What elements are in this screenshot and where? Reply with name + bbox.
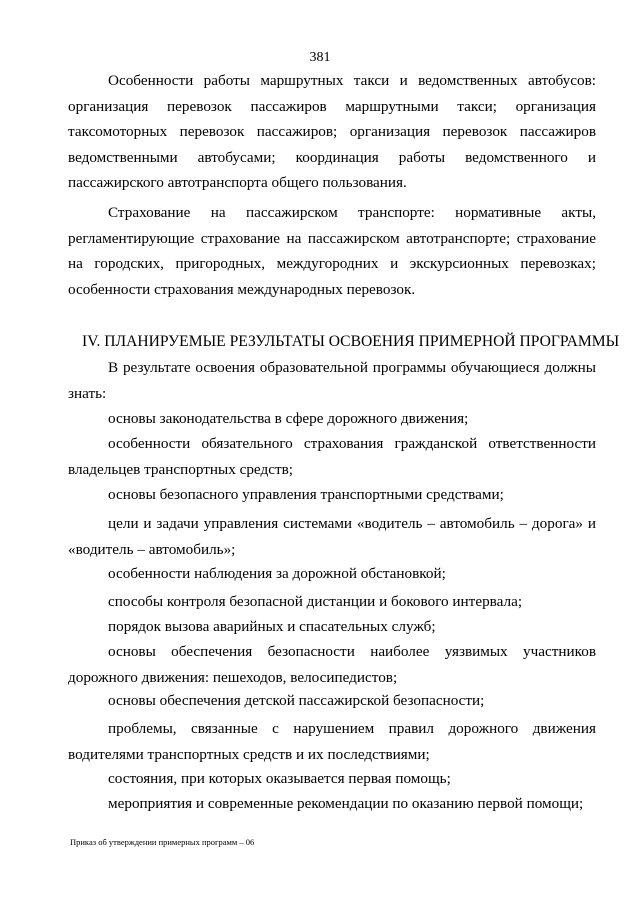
paragraph-intro: В результате освоения образовательной программы обучающиеся должны знать: [68,359,596,402]
list-item: особенности обязательного страхования гражданской ответственности владельцев транспортных средств; [68,435,596,478]
paragraph-minibus-operations: Особенности работы маршрутных такси и ведомственных автобусов: организация перевозок пассажиров маршрутными такси; организация таксомоторных перевозок пассажиров; организация перевозок пассажиров ведомственными автобусами; координация работы ведомственного и пассажирского автотранспорта общего пользования. [68,72,596,191]
list-item: основы законодательства в сфере дорожного движения; [108,410,469,427]
list-item: особенности наблюдения за дорожной обстановкой; [108,565,446,582]
list-item: основы обеспечения детской пассажирской безопасности; [108,692,485,709]
list-item: цели и задачи управления системами «водитель – автомобиль – дорога» и «водитель – автомобиль»; [68,515,596,558]
list-item: проблемы, связанные с нарушением правил дорожного движения водителями транспортных средств и их последствиями; [68,720,596,763]
list-item: порядок вызова аварийных и спасательных служб; [108,618,436,635]
list-item: мероприятия и современные рекомендации по оказанию первой помощи; [108,795,584,812]
paragraph-passenger-insurance: Страхование на пассажирском транспорте: нормативные акты, регламентирующие страхование на пассажирском автотранспорте; страхование на городских, пригородных, междугородних и экскурсионных перевозках; особенности страхования международных перевозок. [68,204,596,298]
footer-note: Приказ об утверждении примерных программ – 06 [70,837,255,847]
list-item: основы безопасного управления транспортными средствами; [108,486,504,503]
section-heading: IV. ПЛАНИРУЕМЫЕ РЕЗУЛЬТАТЫ ОСВОЕНИЯ ПРИМЕРНОЙ ПРОГРАММЫ [82,333,620,350]
list-item: способы контроля безопасной дистанции и бокового интервала; [108,593,523,610]
list-item: основы обеспечения безопасности наиболее уязвимых участников дорожного движения: пешеходов, велосипедистов; [68,643,596,686]
page-number: 381 [309,50,331,65]
list-item: состояния, при которых оказывается первая помощь; [108,770,451,787]
